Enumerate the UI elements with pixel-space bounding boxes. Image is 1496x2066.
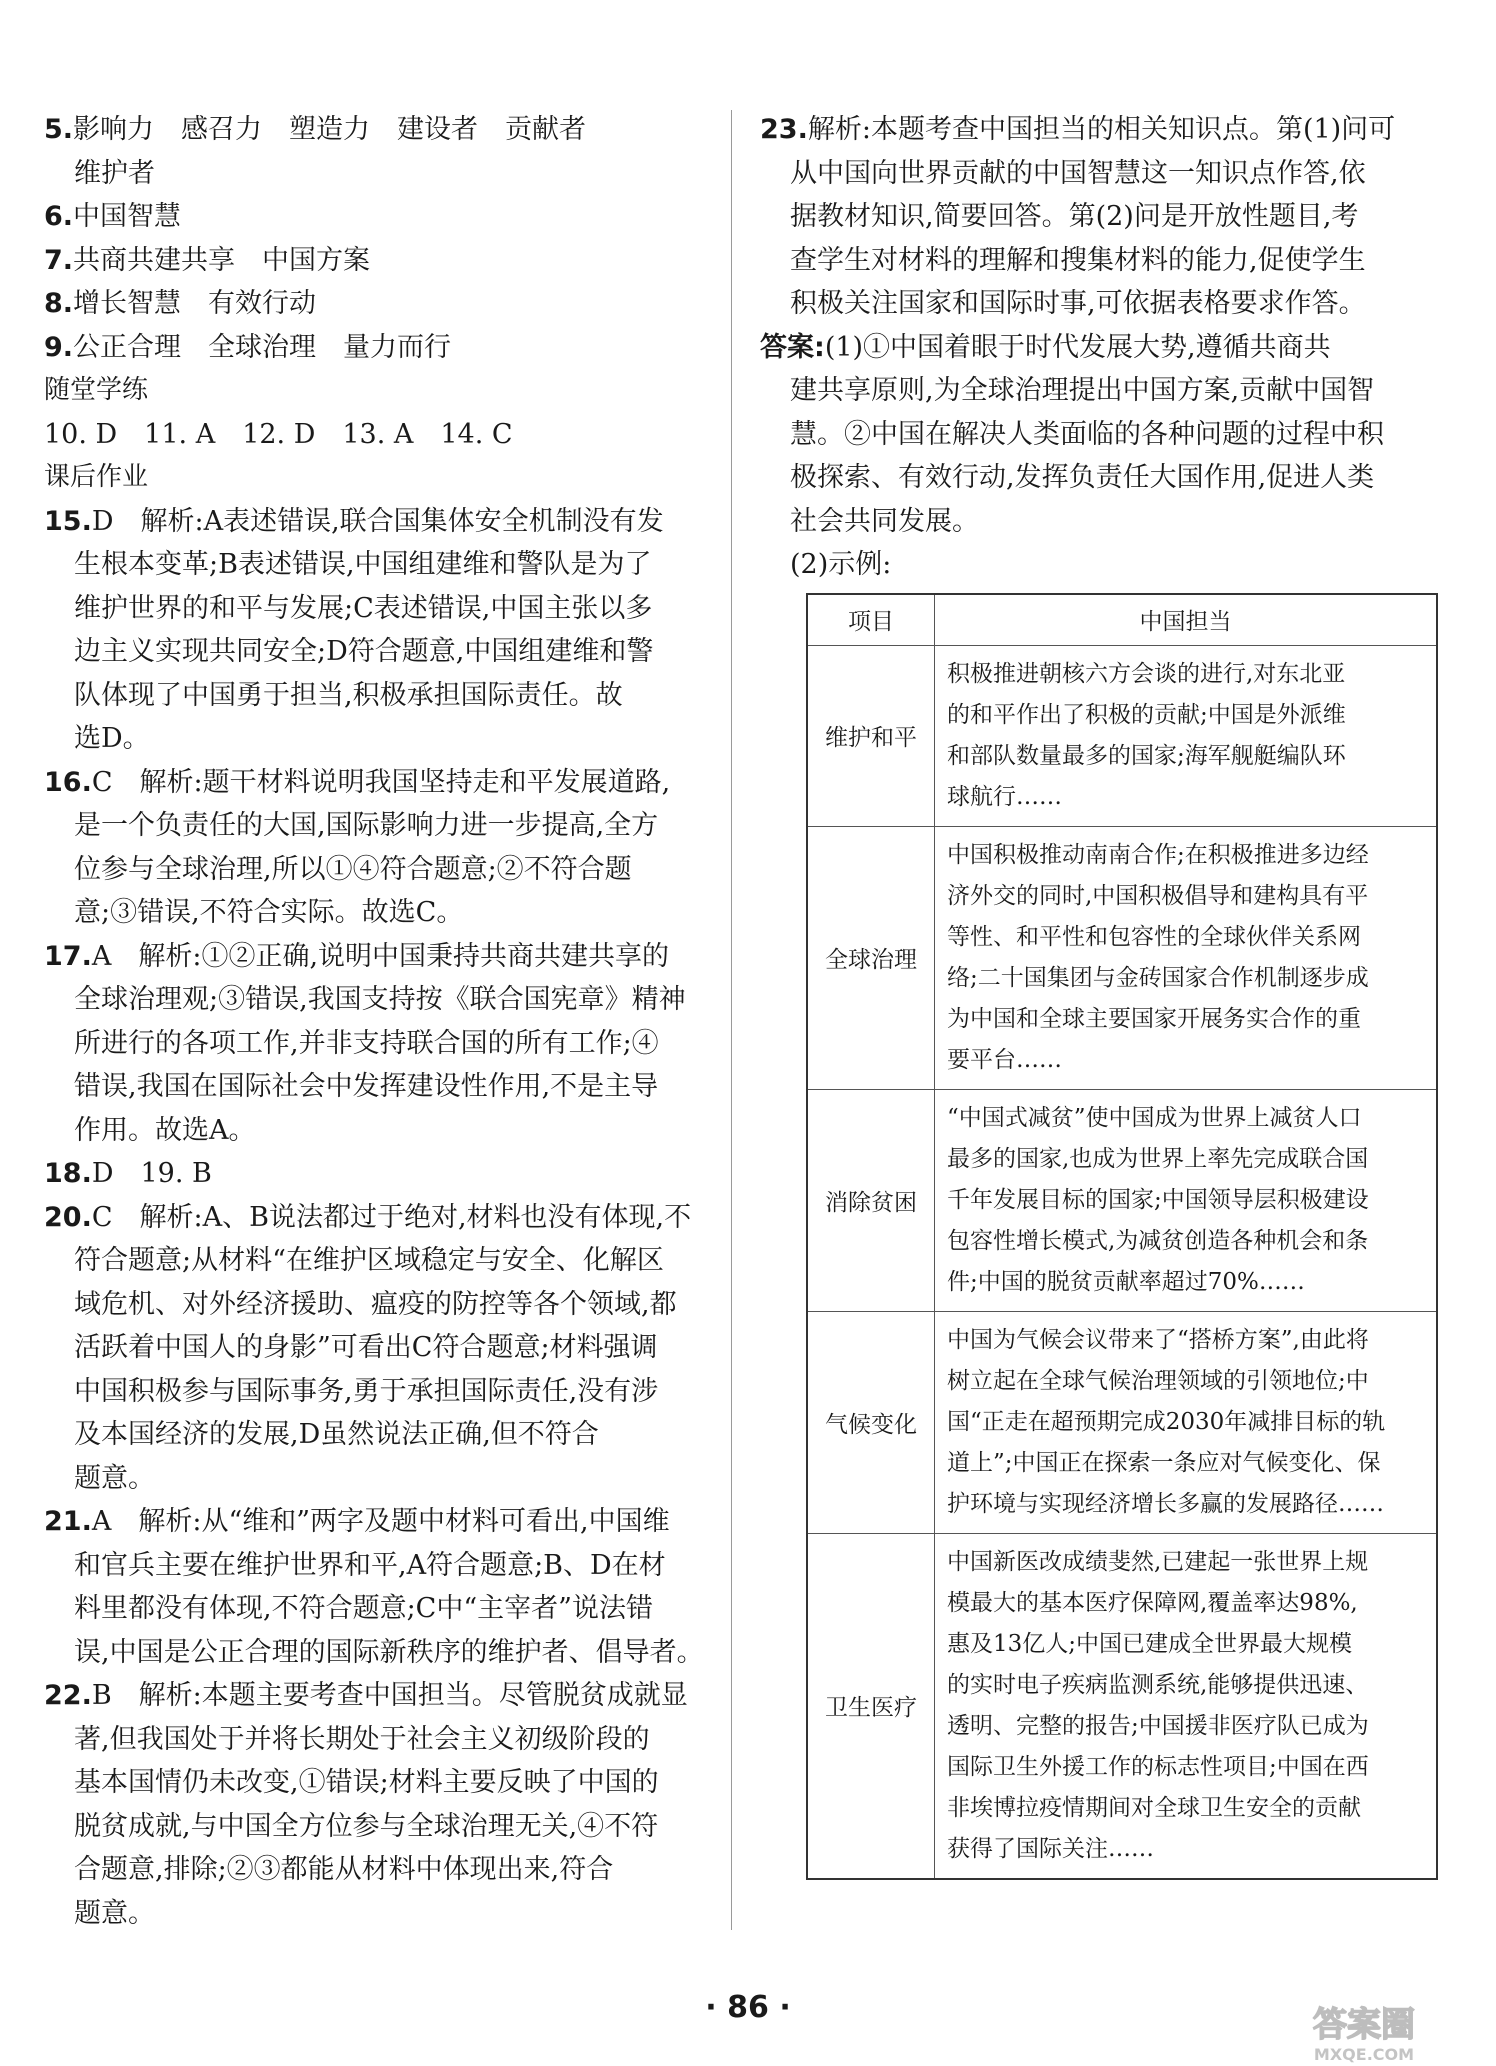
- item-number: 23.: [760, 114, 808, 145]
- line-text: 边主义实现共同安全;D符合题意,中国组建维和警: [74, 636, 654, 667]
- line-text: A 解析:①②正确,说明中国秉持共商共建共享的: [91, 940, 670, 972]
- line-text: 维护者: [74, 157, 155, 189]
- description-line: 非埃博拉疫情期间对全球卫生安全的贡献: [947, 1794, 1361, 1821]
- item-number: 15.: [44, 505, 92, 537]
- row-description: [935, 1089, 1438, 1311]
- row-item: 气候变化: [807, 1311, 935, 1533]
- text-line: [44, 326, 704, 370]
- row-description: [935, 1533, 1438, 1879]
- table-header-row: [807, 594, 1437, 646]
- text-line: [760, 456, 1432, 500]
- text-line: [44, 891, 704, 935]
- row-description: [935, 826, 1438, 1089]
- line-text: 所进行的各项工作,并非支持联合国的所有工作;④: [74, 1027, 659, 1059]
- line-text: 中国智慧: [73, 201, 182, 232]
- line-text: 作用。故选A。: [74, 1114, 256, 1146]
- row-item: 维护和平: [807, 645, 935, 826]
- text-line: [760, 369, 1432, 413]
- text-line: [44, 1761, 704, 1805]
- table-header-item: 项目: [807, 594, 935, 646]
- description-line: 包容性增长模式,为减贫创造各种机会和条: [947, 1227, 1369, 1254]
- text-line: [44, 717, 704, 761]
- text-line: [44, 1152, 704, 1196]
- china-responsibility-table: [806, 593, 1438, 1880]
- text-line: [760, 413, 1432, 457]
- description-line: 件;中国的脱贫贡献率超过70%……: [947, 1268, 1305, 1295]
- right-column: [760, 108, 1432, 1880]
- text-line: [44, 1109, 704, 1153]
- table-row: [807, 1089, 1437, 1311]
- line-text: 合题意,排除;②③都能从材料中体现出来,符合: [74, 1854, 614, 1885]
- line-text: 和官兵主要在维护世界和平,A符合题意;B、D在材: [74, 1549, 666, 1581]
- description-line: 透明、完整的报告;中国援非医疗队已成为: [947, 1712, 1369, 1739]
- row-description: [935, 645, 1438, 826]
- item-number: 9.: [44, 331, 74, 363]
- page-number: · 86 ·: [705, 1990, 791, 2025]
- description-line: 护环境与实现经济增长多赢的发展路径……: [947, 1490, 1384, 1517]
- line-text: 极探索、有效行动,发挥负责任大国作用,促进人类: [790, 462, 1375, 493]
- item-number: 7.: [44, 244, 74, 276]
- text-line: [44, 152, 704, 196]
- text-line: [760, 195, 1432, 239]
- text-line: [44, 1718, 704, 1762]
- column-divider: [731, 110, 732, 1930]
- line-text: 是一个负责任的大国,国际影响力进一步提高,全方: [74, 810, 659, 841]
- text-line: [44, 1326, 704, 1370]
- text-line: [44, 108, 704, 152]
- line-text: 从中国向世界贡献的中国智慧这一知识点作答,依: [790, 157, 1366, 189]
- description-line: 惠及13亿人;中国已建成全世界最大规模: [947, 1630, 1353, 1657]
- text-line: [44, 630, 704, 674]
- line-text: 意;③错误,不符合实际。故选C。: [74, 897, 464, 928]
- line-text: C 解析:题干材料说明我国坚持走和平发展道路,: [91, 766, 671, 798]
- text-line: [44, 1892, 704, 1936]
- line-text: 选D。: [74, 723, 150, 754]
- svg-text:MXQE.COM: MXQE.COM: [1313, 2045, 1415, 2064]
- row-item: 卫生医疗: [807, 1533, 935, 1879]
- description-line: 的实时电子疾病监测系统,能够提供迅速、: [947, 1671, 1369, 1698]
- line-text: 料里都没有体现,不符合题意;C中“主宰者”说法错: [74, 1593, 653, 1624]
- line-text: 符合题意;从材料“在维护区域稳定与安全、化解区: [74, 1245, 664, 1276]
- description-line: 中国积极推动南南合作;在积极推进多边经: [947, 841, 1369, 868]
- item-number: 20.: [44, 1201, 92, 1233]
- text-line: [44, 1022, 704, 1066]
- line-text: 共商共建共享 中国方案: [73, 244, 371, 276]
- text-line: [44, 848, 704, 892]
- line-text: 题意。: [74, 1897, 155, 1929]
- line-text: 误,中国是公正合理的国际新秩序的维护者、倡导者。: [74, 1636, 704, 1668]
- line-text: (1)①中国着眼于时代发展大势,遵循共商共: [824, 331, 1331, 363]
- description-line: 济外交的同时,中国积极倡导和建构具有平: [947, 882, 1369, 909]
- item-number: 8.: [44, 288, 74, 319]
- line-text: 据教材知识,简要回答。第(2)问是开放性题目,考: [790, 201, 1359, 232]
- item-number: 22.: [44, 1680, 92, 1711]
- text-line: [44, 1805, 704, 1849]
- line-text: 维护世界的和平与发展;C表述错误,中国主张以多: [74, 592, 653, 624]
- description-line: 中国为气候会议带来了“搭桥方案”,由此将: [947, 1326, 1369, 1353]
- table-row: [807, 1533, 1437, 1879]
- text-line: [44, 1283, 704, 1327]
- line-text: 位参与全球治理,所以①④符合题意;②不符合题: [74, 853, 632, 885]
- line-text: 生根本变革;B表述错误,中国组建维和警队是为了: [74, 549, 652, 580]
- line-text: 域危机、对外经济援助、瘟疫的防控等各个领域,都: [74, 1288, 677, 1320]
- description-line: 要平台……: [947, 1046, 1062, 1073]
- line-text: 题意。: [74, 1462, 155, 1494]
- description-line: 球航行……: [947, 783, 1062, 810]
- item-number: 18.: [44, 1158, 92, 1189]
- line-text: 错误,我国在国际社会中发挥建设性作用,不是主导: [74, 1071, 659, 1102]
- section-heading: 课后作业: [44, 462, 149, 492]
- text-line: [44, 195, 704, 239]
- text-line: [760, 326, 1432, 370]
- description-line: 络;二十国集团与金砖国家合作机制逐步成: [947, 964, 1369, 991]
- line-text: 中国积极参与国际事务,勇于承担国际责任,没有涉: [74, 1375, 659, 1407]
- description-line: 的和平作出了积极的贡献;中国是外派维: [947, 701, 1346, 728]
- line-text: D 解析:A表述错误,联合国集体安全机制没有发: [91, 505, 664, 537]
- line-text: C 解析:A、B说法都过于绝对,材料也没有体现,不: [91, 1201, 692, 1233]
- item-number: 21.: [44, 1506, 92, 1537]
- line-text: 10. D 11. A 12. D 13. A 14. C: [44, 418, 513, 450]
- description-line: 国“正走在超预期完成2030年减排目标的轨: [947, 1408, 1386, 1435]
- item-number: 16.: [44, 766, 92, 798]
- line-text: 增长智慧 有效行动: [73, 288, 317, 319]
- text-line: [44, 1196, 704, 1240]
- description-line: 国际卫生外援工作的标志性项目;中国在西: [947, 1753, 1369, 1780]
- item-number: 6.: [44, 201, 74, 232]
- section-heading: 随堂学练: [44, 375, 149, 405]
- description-line: 道上”;中国正在探索一条应对气候变化、保: [947, 1449, 1381, 1476]
- line-text: 解析:本题考查中国担当的相关知识点。第(1)问可: [807, 114, 1396, 145]
- row-description: [935, 1311, 1438, 1533]
- description-line: 中国新医改成绩斐然,已建起一张世界上规: [947, 1548, 1369, 1575]
- text-line: [760, 239, 1432, 283]
- text-line: [44, 500, 704, 544]
- table-row: [807, 826, 1437, 1089]
- text-line: [44, 804, 704, 848]
- description-line: 积极推进朝核六方会谈的进行,对东北亚: [947, 660, 1346, 687]
- row-item: 消除贫困: [807, 1089, 935, 1311]
- description-line: 为中国和全球主要国家开展务实合作的重: [947, 1005, 1361, 1032]
- description-line: 千年发展目标的国家;中国领导层积极建设: [947, 1186, 1369, 1213]
- description-line: 最多的国家,也成为世界上率先完成联合国: [947, 1145, 1369, 1172]
- description-line: “中国式减贫”使中国成为世界上减贫人口: [947, 1104, 1362, 1131]
- line-text: 队体现了中国勇于担当,积极承担国际责任。故: [74, 679, 623, 711]
- line-text: 影响力 感召力 塑造力 建设者 贡献者: [73, 114, 587, 145]
- line-text: 社会共同发展。: [790, 505, 979, 537]
- line-text: 慧。②中国在解决人类面临的各种问题的过程中积: [790, 418, 1384, 450]
- text-line: [44, 543, 704, 587]
- text-line: [44, 1848, 704, 1892]
- table-row: [807, 1311, 1437, 1533]
- line-text: B 解析:本题主要考查中国担当。尽管脱贫成就显: [91, 1680, 688, 1711]
- line-text: 活跃着中国人的身影”可看出C符合题意;材料强调: [74, 1332, 658, 1363]
- line-text: 全球治理观;③错误,我国支持按《联合国宪章》精神: [74, 984, 686, 1015]
- text-line: [44, 1065, 704, 1109]
- line-text: 建共享原则,为全球治理提出中国方案,贡献中国智: [790, 375, 1375, 406]
- description-line: 树立起在全球气候治理领域的引领地位;中: [947, 1367, 1369, 1394]
- item-number: 17.: [44, 940, 92, 972]
- text-line: [44, 1370, 704, 1414]
- answer-23-text: [760, 108, 1432, 587]
- text-line: [44, 587, 704, 631]
- description-line: 获得了国际关注……: [947, 1835, 1154, 1862]
- text-line: [44, 413, 704, 457]
- line-text: 公正合理 全球治理 量力而行: [73, 331, 452, 363]
- svg-text:答案圈: 答案圈: [1313, 2005, 1415, 2045]
- text-line: [760, 543, 1432, 587]
- table-row: [807, 645, 1437, 826]
- line-text: 积极关注国家和国际时事,可依据表格要求作答。: [790, 288, 1366, 319]
- text-line: [760, 152, 1432, 196]
- text-line: [44, 1544, 704, 1588]
- text-line: [44, 761, 704, 805]
- text-line: [44, 1457, 704, 1501]
- line-text: A 解析:从“维和”两字及题中材料可看出,中国维: [91, 1506, 670, 1537]
- text-line: [44, 1587, 704, 1631]
- table-header-responsibility: 中国担当: [935, 594, 1438, 646]
- line-text: 脱贫成就,与中国全方位参与全球治理无关,④不符: [74, 1810, 659, 1842]
- text-line: [44, 978, 704, 1022]
- text-line: [760, 500, 1432, 544]
- text-line: [44, 935, 704, 979]
- line-text: 查学生对材料的理解和搜集材料的能力,促使学生: [790, 244, 1366, 276]
- line-text: D 19. B: [91, 1158, 212, 1189]
- text-line: [44, 1413, 704, 1457]
- text-line: [44, 239, 704, 283]
- watermark-logo: [1254, 2000, 1474, 2064]
- text-line: [44, 1239, 704, 1283]
- line-text: 著,但我国处于并将长期处于社会主义初级阶段的: [74, 1723, 650, 1755]
- answer-label: 答案:: [760, 331, 825, 363]
- left-column: [44, 108, 704, 1935]
- description-line: 和部队数量最多的国家;海军舰艇编队环: [947, 742, 1346, 769]
- text-line: [44, 282, 704, 326]
- text-line: [44, 674, 704, 718]
- description-line: 等性、和平性和包容性的全球伙伴关系网: [947, 923, 1361, 950]
- text-line: [760, 108, 1432, 152]
- line-text: 及本国经济的发展,D虽然说法正确,但不符合: [74, 1419, 599, 1450]
- text-line: [44, 1674, 704, 1718]
- text-line: [44, 1631, 704, 1675]
- line-text: (2)示例:: [790, 549, 892, 580]
- text-line: [44, 1500, 704, 1544]
- row-item: 全球治理: [807, 826, 935, 1089]
- description-line: 模最大的基本医疗保障网,覆盖率达98%,: [947, 1589, 1358, 1616]
- item-number: 5.: [44, 114, 74, 145]
- text-line: [760, 282, 1432, 326]
- line-text: 基本国情仍未改变,①错误;材料主要反映了中国的: [74, 1767, 659, 1798]
